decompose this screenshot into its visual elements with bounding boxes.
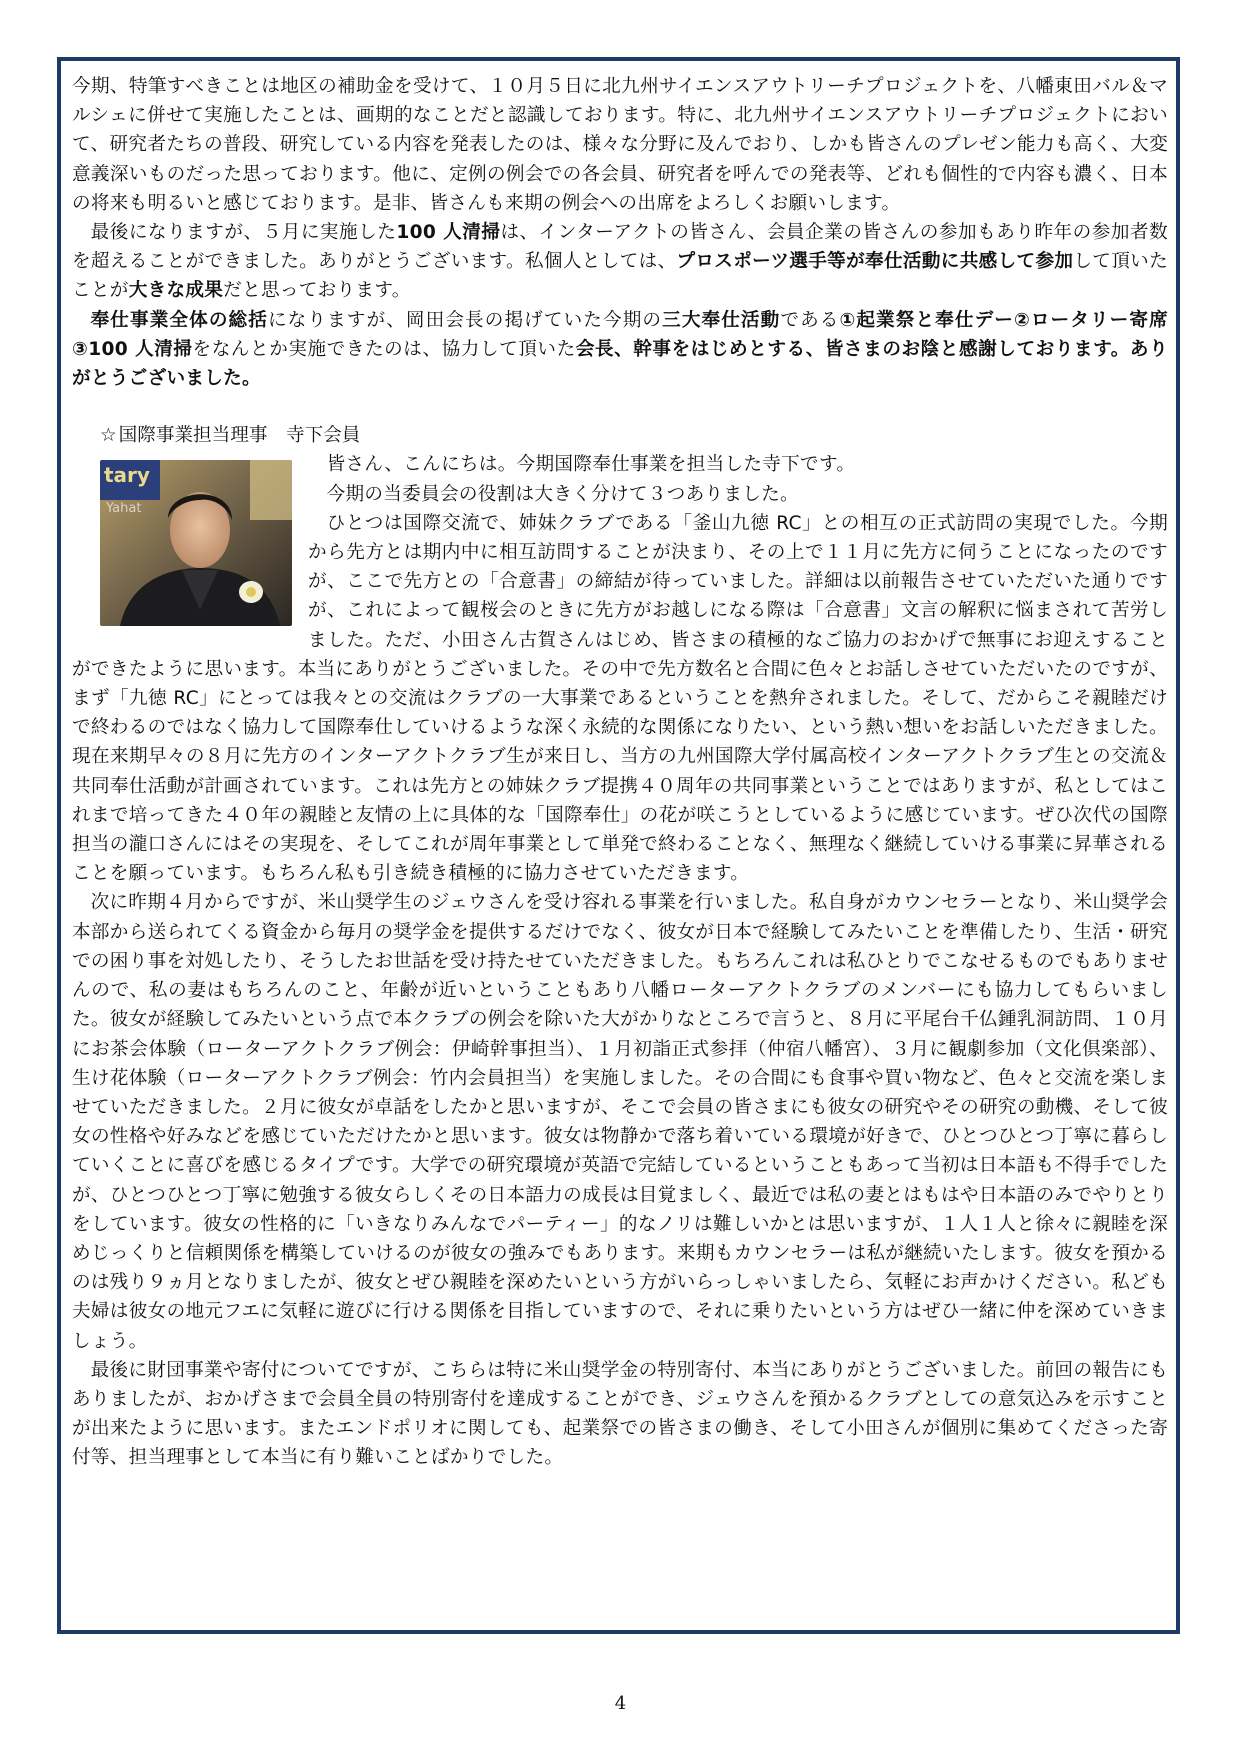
section-title: 国際事業担当理事 寺下会員 bbox=[118, 425, 361, 447]
paragraph-service-summary bbox=[72, 306, 1168, 394]
paragraph-yoneyama-scholar: 次に昨期４月からですが、米山奨学生のジェウさんを受け容れる事業を行いました。私自身がカウンセラーとなり、米山奨学会本部から送られてくる資金から毎月の奨学金を提供するだけでなく、彼女が日本で経験してみたいことを準備したり、生活・研究での困り事を対処したり、そうしたお世話を受け持たせていただきました。もちろんこれは私ひとりでこなせるものでもありませんので、私の妻はもちろんのこと、年齢が近いということもあり八幡ローターアクトクラブのメンバーにも協力してもらいました。彼女が経験してみたいという点で本クラブの例会を除いた大がかりなところで言うと、８月に平尾台千仏鍾乳洞訪問、１０月にお茶会体験（ローターアクトクラブ例会：伊崎幹事担当）、１月初詣正式参拝（仲宿八幡宮）、３月に観劇参加（文化倶楽部）、生け花体験（ローターアクトクラブ例会：竹内会員担当）を実施しました。その合間にも食事や買い物など、色々と交流を楽しませていただきました。２月に彼女が卓話をしたかと思いますが、そこで会員の皆さまにも彼女の研究やその研究の動機、そして彼女の性格や好みなどを感じていただけたかと思います。彼女は物静かで落ち着いている環境が好きで、ひとつひとつ丁寧に暮らしていくことに喜びを感じるタイプです。大学での研究環境が英語で完結しているということもあって当初は日本語も不得手でしたが、ひとつひとつ丁寧に勉強する彼女らしくその日本語力の成長は目覚ましく、最近では私の妻とはもはや日本語のみでやりとりをしています。彼女の性格的に「いきなりみんなでパーティー」的なノリは難しいかとは思いますが、１人１人と徐々に親睦を深めじっくりと信頼関係を構築していけるのが彼女の強みでもあります。来期もカウンセラーは私が継続いたします。彼女を預かるのは残り９ヵ月となりましたが、彼女とぜひ親睦を深めたいという方がいらっしゃいましたら、気軽にお声かけください。私ども夫婦は彼女の地元フエに気軽に遊びに行ける関係を目指していますので、それに乗りたいという方はぜひ一緒に仲を深めていきましょう。 bbox=[72, 892, 1168, 1352]
text-run: になりますが、岡田会長の掲げていた今期の bbox=[267, 309, 663, 331]
sign-text: tary bbox=[104, 463, 150, 488]
bold-text-run: 奉仕事業全体の総括 bbox=[90, 309, 268, 331]
section-heading-international bbox=[100, 421, 1168, 450]
text-run: して頂いたことが bbox=[72, 251, 1168, 302]
bold-text-run: 100 人清掃 bbox=[396, 222, 501, 244]
article-content bbox=[72, 72, 1168, 1473]
text-run: 最後になりますが、５月に実施した bbox=[90, 222, 397, 244]
bold-text-run: プロスポーツ選手等が奉仕活動に共感して参加 bbox=[676, 251, 1074, 273]
page-number: 4 bbox=[614, 1693, 627, 1714]
bold-text-run: ①起業祭と奉仕デー②ロータリー寄席③100 人清掃 bbox=[72, 309, 1168, 360]
paragraph-roles: 今期の当委員会の役割は大きく分けて３つありました。 bbox=[326, 483, 799, 505]
text-run: は、インターアクトの皆さん、会員企業の皆さんの参加もあり昨年の参加者数を超えることができました。ありがとうございます。私個人としては、 bbox=[72, 222, 1169, 273]
paragraph-foundation-donations: 最後に財団事業や寄付についてですが、こちらは特に米山奨学金の特別寄付、本当にありがとうございました。前回の報告にもありましたが、おかげさまで会員全員の特別寄付を達成することができ、ジェウさんを預かるクラブとしての意気込みを示すことが出来たように思います。またエンドポリオに関しても、起業祭での皆さまの働き、そして小田さんが個別に集めてくださった寄付等、担当理事として本当に有り難いことばかりでした。 bbox=[72, 1359, 1168, 1469]
sign-text-2: Yahat bbox=[106, 501, 142, 517]
text-run: をなんとか実施できたのは、協力して頂いた bbox=[192, 338, 576, 360]
bold-text-run: 三大奉仕活動 bbox=[662, 309, 781, 331]
portrait-image bbox=[100, 460, 292, 626]
paragraph-cleanup-event bbox=[72, 218, 1168, 306]
paragraph-greeting: 皆さん、こんにちは。今期国際奉仕事業を担当した寺下です。 bbox=[326, 454, 856, 476]
paragraph-outreach-project: 今期、特筆すべきことは地区の補助金を受けて、１０月５日に北九州サイエンスアウトリーチプロジェクトを、八幡東田バル＆マルシェに併せて実施したことは、画期的なことだと認識しております。特に、北九州サイエンスアウトリーチプロジェクトにおいて、研究者たちの普段、研究している内容を発表したのは、様々な分野に及んでおり、しかも皆さんのプレゼン能力も高く、大変意義深いものだった思っております。他に、定例の例会での各会員、研究者を呼んでの発表等、どれも個性的で内容も濃く、日本の将来も明るいと感じております。是非、皆さんも来期の例会への出席をよろしくお願いします。 bbox=[72, 76, 1168, 214]
portrait-photo bbox=[100, 460, 292, 626]
text-run: だと思っております。 bbox=[223, 280, 411, 302]
paragraph-international-exchange: ひとつは国際交流で、姉妹クラブである「釜山九徳 RC」との相互の正式訪問の実現でした。今期から先方とは期内中に相互訪問することが決まり、その上で１１月に先方に伺うことになったのですが、ここで先方との「合意書」の締結が待っていました。詳細は以前報告させていただいた通りですが、これによって観桜会のときに先方がお越しになる際は「合意書」文言の解釈に悩まされて苦労しました。ただ、小田さん古賀さんはじめ、皆さまの積極的なご協力のおかげで無事にお迎えすることができたように思います。本当にありがとうございました。その中で先方数名と合間に色々とお話しさせていただいたのですが、まず「九徳 RC」にとっては我々との交流はクラブの一大事業であるということを熱弁されました。そして、だからこそ親睦だけで終わるのではなく協力して国際奉仕していけるような深く永続的な関係になりたい、という熱い想いをお話しいただきました。現在来期早々の８月に先方のインターアクトクラブ生が来日し、当方の九州国際大学付属高校インターアクトクラブ生との交流＆共同奉仕活動が計画されています。これは先方との姉妹クラブ提携４０周年の共同事業ということではありますが、私としてはこれまで培ってきた４０年の親睦と友情の上に具体的な「国際奉仕」の花が咲こうとしているように感じています。ぜひ次代の国際担当の瀧口さんにはその実現を、そしてこれが周年事業として単発で終わることなく、無理なく継続していける事業に昇華されることを願っています。もちろん私も引き続き積極的に協力させていただきます。 bbox=[72, 512, 1168, 885]
bold-text-run: 会長、幹事をはじめとする、皆さまのお陰と感謝しております。ありがとうございました。 bbox=[72, 338, 1168, 390]
text-run: である bbox=[780, 309, 840, 331]
bold-text-run: 大きな成果 bbox=[128, 280, 224, 302]
star-icon: ☆ bbox=[100, 425, 117, 447]
